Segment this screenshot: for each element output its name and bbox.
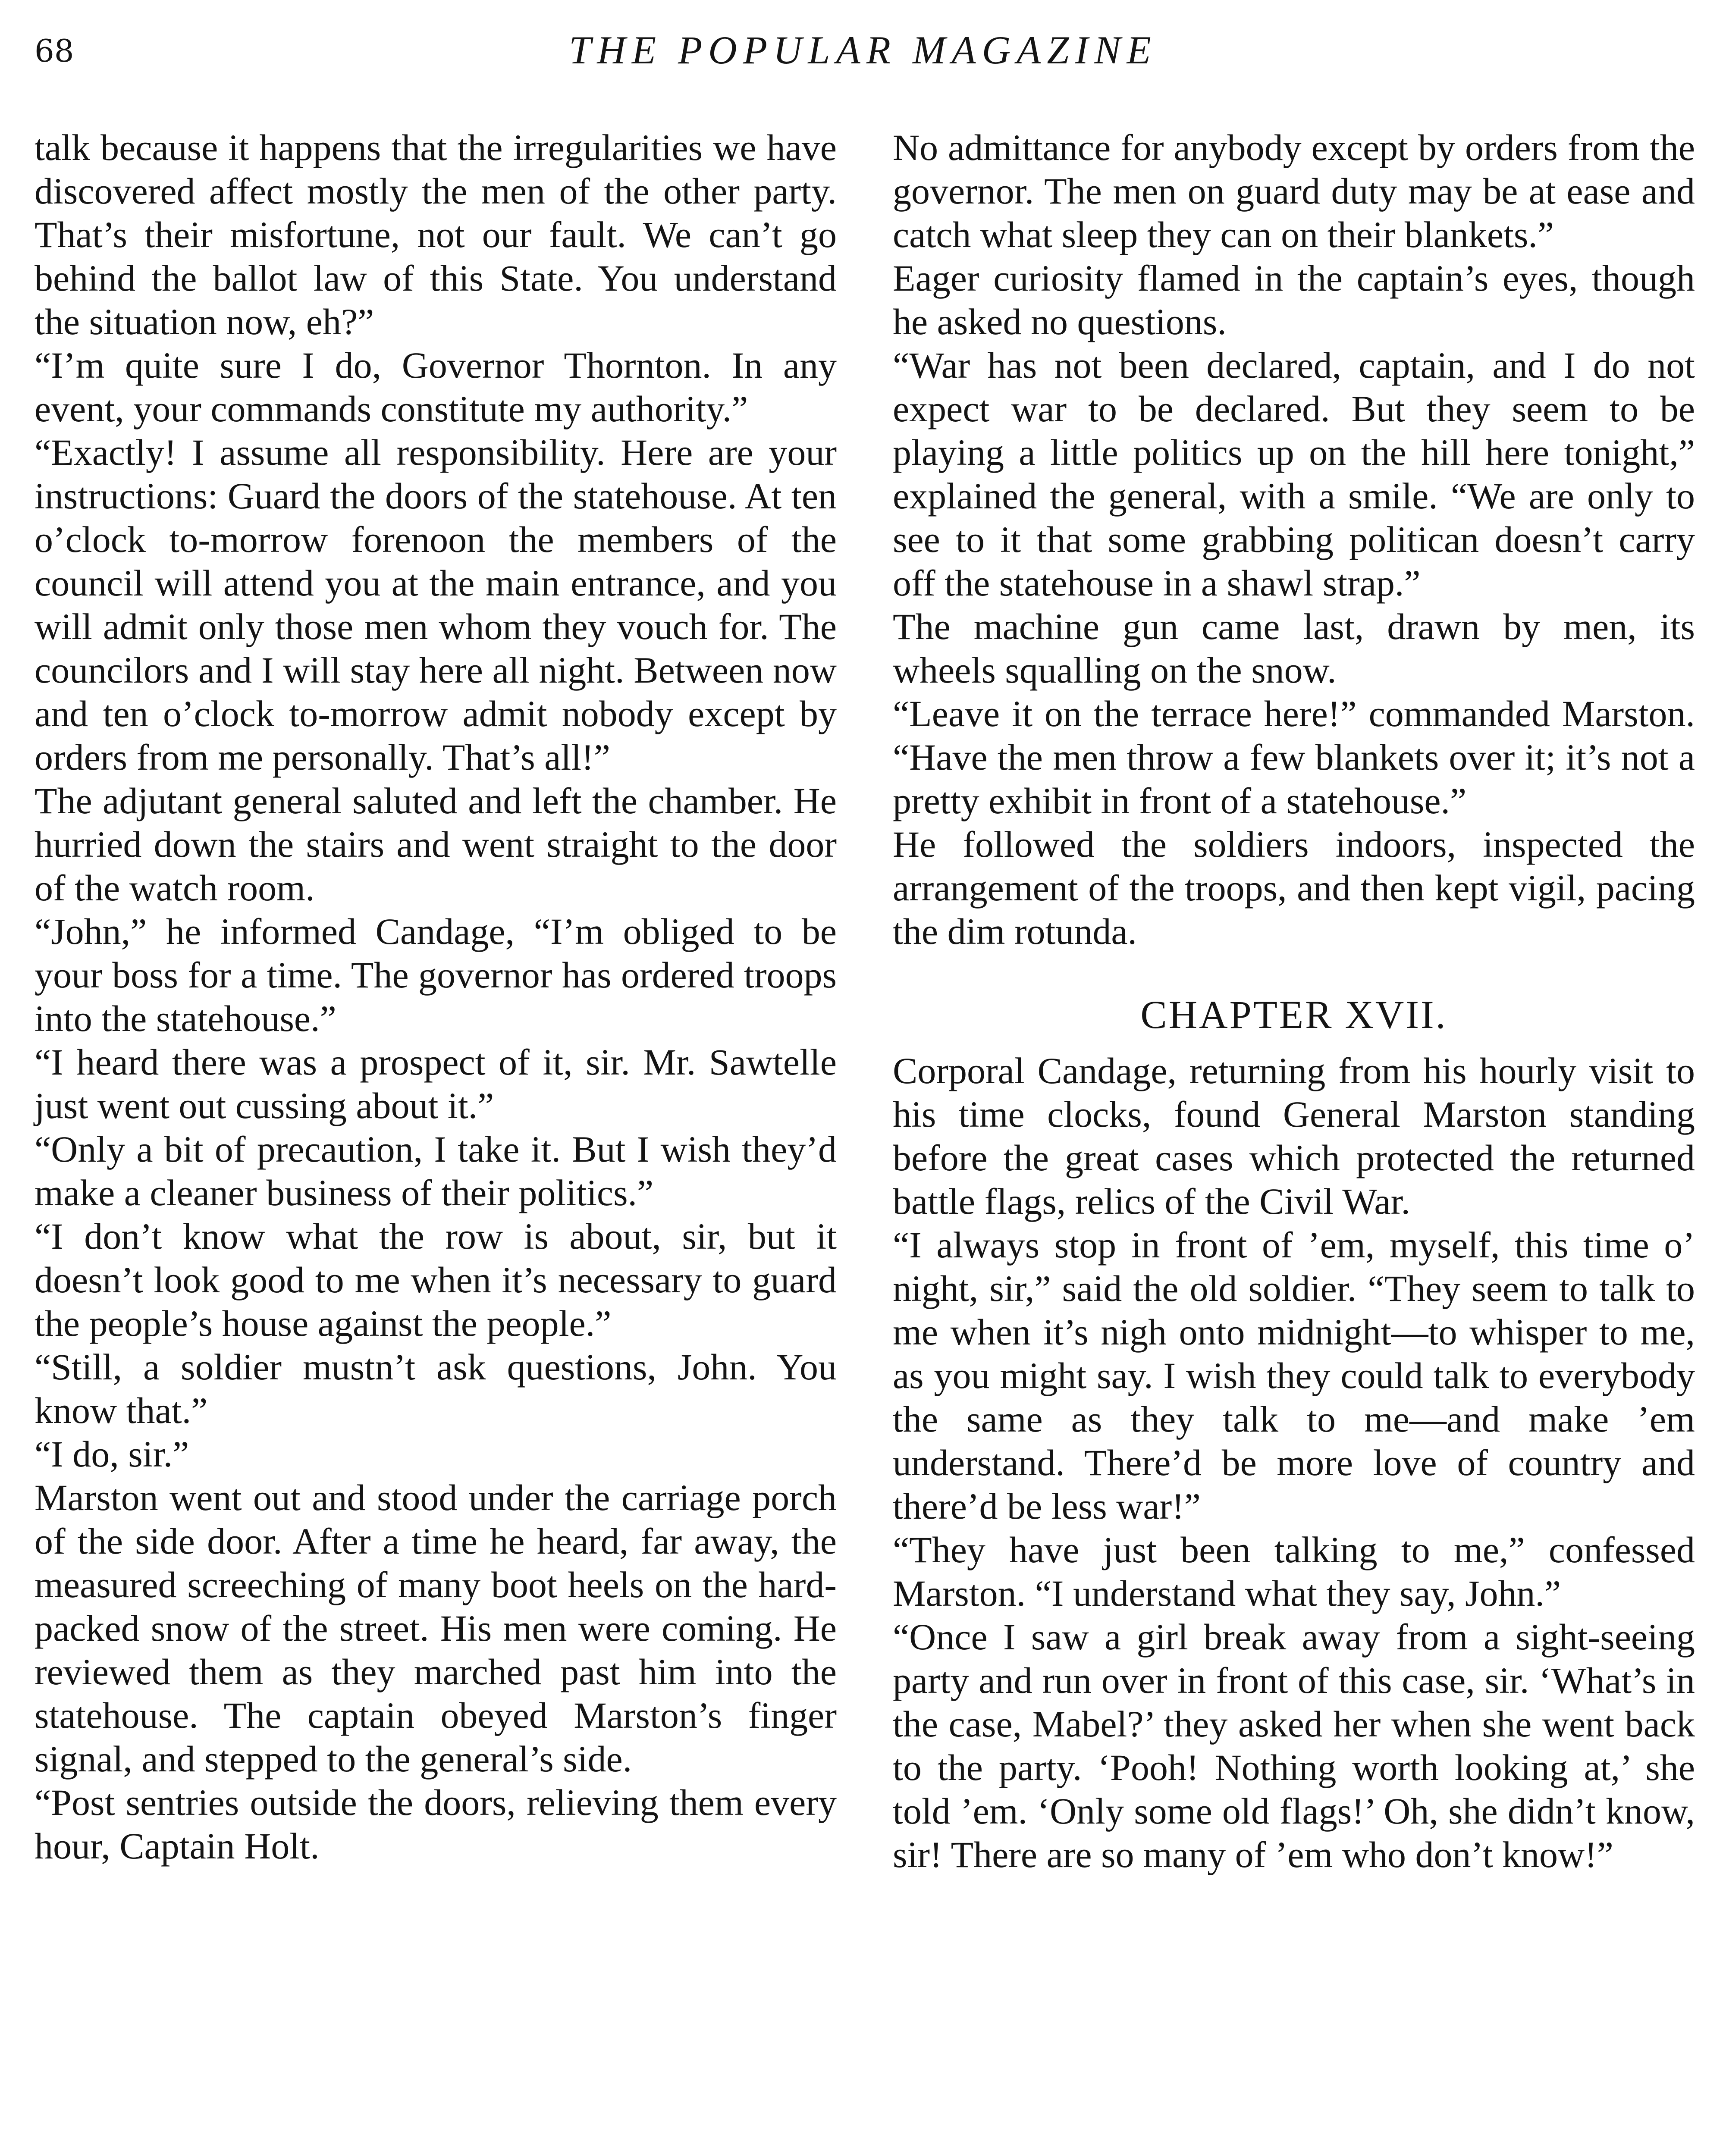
running-title: THE POPULAR MAGAZINE bbox=[569, 28, 1157, 72]
paragraph: The machine gun came last, drawn by men, its wheels squalling on the snow. bbox=[893, 606, 1695, 691]
paragraph: “John,” he informed Candage, “I’m obliged to be your boss for a time. The governor has ordered troops into the statehouse.” bbox=[35, 911, 837, 1039]
paragraph: “Post sentries outside the doors, relieving them every hour, Captain Holt. bbox=[35, 1782, 837, 1867]
paragraph: “Only a bit of precaution, I take it. But I wish they’d make a cleaner business of their politics.” bbox=[35, 1128, 837, 1213]
paragraph: “Exactly! I assume all responsibility. Here are your instructions: Guard the doors of the statehouse. At ten o’clock to-morrow forenoon the members of the council will attend you at the main entrance, and you will admit only those men whom they vouch for. The councilors and I will stay here all night. Between now and ten o’clock to-morrow admit nobody except by orders from me personally. That’s all!” bbox=[35, 432, 837, 778]
paragraph: Eager curiosity flamed in the captain’s eyes, though he asked no questions. bbox=[893, 257, 1695, 342]
paragraph: “I don’t know what the row is about, sir, but it doesn’t look good to me when it’s necessary to guard the people’s house against the people.” bbox=[35, 1216, 837, 1344]
page-number: 68 bbox=[35, 33, 74, 69]
page-header bbox=[35, 30, 1691, 82]
paragraph: Marston went out and stood under the carriage porch of the side door. After a time he heard, far away, the measured screeching of many boot heels on the hard-packed snow of the street. His men were coming. He reviewed them as they marched past him into the statehouse. The captain obeyed Marston’s finger signal, and stepped to the general’s side. bbox=[35, 1477, 837, 1780]
paragraph: “I heard there was a prospect of it, sir. Mr. Sawtelle just went out cussing about it.” bbox=[35, 1041, 837, 1126]
left-column bbox=[35, 126, 837, 1868]
paragraph: Corporal Candage, returning from his hourly visit to his time clocks, found General Marston standing before the great cases which protected the returned battle flags, relics of the Civil War. bbox=[893, 1050, 1695, 1222]
paragraph: “I do, sir.” bbox=[35, 1433, 189, 1475]
paragraph: He followed the soldiers indoors, inspected the arrangement of the troops, and then kept vigil, pacing the dim rotunda. bbox=[893, 824, 1695, 952]
paragraph: “I always stop in front of ’em, myself, this time o’ night, sir,” said the old soldier. “They seem to talk to me when it’s nigh onto midnight—to whisper to me, as you might say. I wish they could talk to everybody the same as they talk to me—and make ’em understand. There’d be more love of country and there’d be less war!” bbox=[893, 1224, 1695, 1527]
chapter-heading: CHAPTER XVII. bbox=[1140, 993, 1447, 1037]
paragraph: “I’m quite sure I do, Governor Thornton. In any event, your commands constitute my authority.” bbox=[35, 345, 837, 429]
paragraph: “Leave it on the terrace here!” commanded Marston. “Have the men throw a few blankets over it; it’s not a pretty exhibit in front of a statehouse.” bbox=[893, 693, 1695, 821]
paragraph: “Still, a soldier mustn’t ask questions, John. You know that.” bbox=[35, 1346, 837, 1431]
paragraph: talk because it happens that the irregularities we have discovered affect mostly the men of the other party. That’s their misfortune, not our fault. We can’t go behind the ballot law of this State. You understand the situation now, eh?” bbox=[35, 127, 837, 342]
paragraph: “Once I saw a girl break away from a sight-seeing party and run over in front of this case, sir. ‘What’s in the case, Mabel?’ they asked her when she went back to the party. ‘Pooh! Nothing worth looking at,’ she told ’em. ‘Only some old flags!’ Oh, she didn’t know, sir! There are so many of ’em who don’t know!” bbox=[893, 1616, 1695, 1875]
paragraph: “War has not been declared, captain, and I do not expect war to be declared. But they seem to be playing a little politics up on the hill here tonight,” explained the general, with a smile. “We are only to see to it that some grabbing politican doesn’t carry off the statehouse in a shawl strap.” bbox=[893, 345, 1695, 604]
paragraph: The adjutant general saluted and left the chamber. He hurried down the stairs and went straight to the door of the watch room. bbox=[35, 780, 837, 909]
right-column bbox=[893, 126, 1695, 1877]
paragraph: “They have just been talking to me,” confessed Marston. “I understand what they say, John.” bbox=[893, 1529, 1695, 1614]
paragraph: No admittance for anybody except by orders from the governor. The men on guard duty may be at ease and catch what sleep they can on their blankets.” bbox=[893, 127, 1695, 255]
